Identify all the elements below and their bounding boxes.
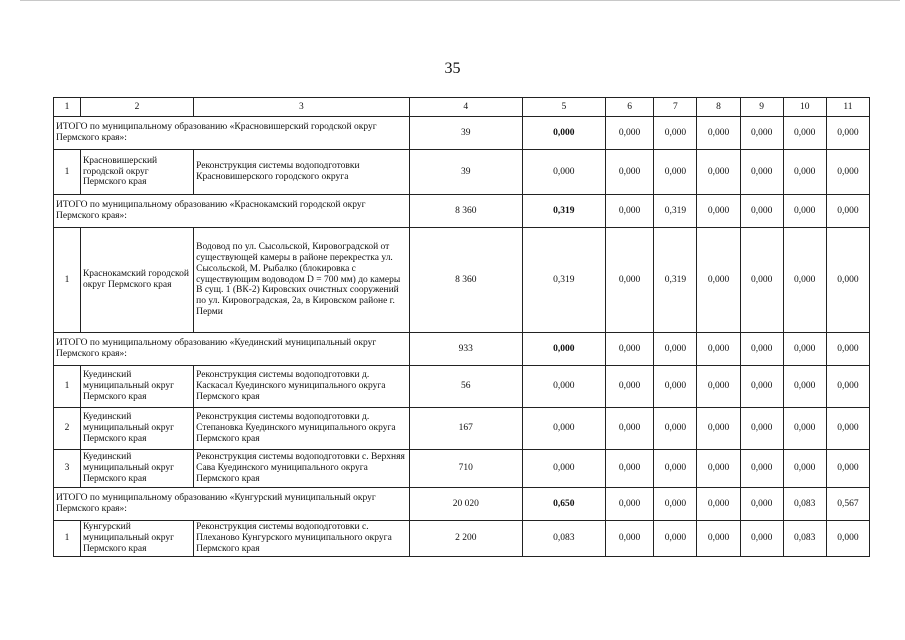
cell-col8: 0,000 (697, 117, 740, 150)
cell-col6: 0,000 (605, 366, 654, 408)
cell-num: 1 (54, 150, 81, 195)
total-label: ИТОГО по муниципальному образованию «Краснокамский городской округ Пермского края»: (54, 195, 410, 228)
cell-col9: 0,000 (740, 150, 783, 195)
column-header: 11 (826, 98, 869, 117)
cell-col5: 0,000 (522, 117, 605, 150)
cell-col8: 0,000 (697, 408, 740, 450)
cell-col11: 0,000 (826, 408, 869, 450)
cell-col10: 0,000 (783, 450, 826, 488)
cell-col7: 0,000 (654, 150, 697, 195)
total-label: ИТОГО по муниципальному образованию «Куединский муниципальный округ Пермского края»: (54, 333, 410, 366)
cell-col10: 0,000 (783, 195, 826, 228)
cell-col6: 0,000 (605, 150, 654, 195)
column-header: 4 (409, 98, 522, 117)
cell-col4: 39 (409, 150, 522, 195)
cell-col8: 0,000 (697, 195, 740, 228)
table-row (54, 521, 870, 557)
column-header: 2 (80, 98, 193, 117)
cell-col8: 0,000 (697, 333, 740, 366)
total-row (54, 488, 870, 521)
column-header: 5 (522, 98, 605, 117)
cell-org: Краснокамский городской округ Пермского края (80, 228, 193, 333)
cell-col11: 0,000 (826, 117, 869, 150)
cell-col5: 0,000 (522, 450, 605, 488)
cell-col4: 8 360 (409, 228, 522, 333)
cell-object: Реконструкция системы водоподготовки Красновишерского городского округа (194, 150, 410, 195)
cell-num: 2 (54, 408, 81, 450)
cell-num: 3 (54, 450, 81, 488)
column-header: 10 (783, 98, 826, 117)
cell-col11: 0,000 (826, 150, 869, 195)
cell-col4: 710 (409, 450, 522, 488)
cell-col9: 0,000 (740, 366, 783, 408)
cell-object: Реконструкция системы водоподготовки д. Степановка Куединского муниципального округа Пермского края (194, 408, 410, 450)
top-rule (20, 0, 900, 3)
total-row (54, 117, 870, 150)
cell-col9: 0,000 (740, 521, 783, 557)
cell-col7: 0,000 (654, 408, 697, 450)
total-label: ИТОГО по муниципальному образованию «Красновишерский городской округ Пермского края»: (54, 117, 410, 150)
column-header: 7 (654, 98, 697, 117)
cell-num: 1 (54, 228, 81, 333)
table-row (54, 408, 870, 450)
cell-col5: 0,650 (522, 488, 605, 521)
cell-col10: 0,000 (783, 150, 826, 195)
cell-col8: 0,000 (697, 366, 740, 408)
cell-col7: 0,000 (654, 488, 697, 521)
cell-col5: 0,000 (522, 150, 605, 195)
column-header: 3 (194, 98, 410, 117)
cell-org: Красновишерский городской округ Пермского края (80, 150, 193, 195)
cell-object: Реконструкция системы водоподготовки с. Плеханово Кунгурского муниципального округа Пермского края (194, 521, 410, 557)
cell-col7: 0,000 (654, 450, 697, 488)
header-row (54, 98, 870, 117)
cell-col8: 0,000 (697, 150, 740, 195)
cell-org: Куединский муниципальный округ Пермского края (80, 408, 193, 450)
cell-col4: 39 (409, 117, 522, 150)
column-header: 8 (697, 98, 740, 117)
cell-num: 1 (54, 521, 81, 557)
cell-col8: 0,000 (697, 488, 740, 521)
cell-col10: 0,000 (783, 408, 826, 450)
cell-col10: 0,000 (783, 366, 826, 408)
data-table (53, 97, 870, 557)
cell-col9: 0,000 (740, 333, 783, 366)
cell-col8: 0,000 (697, 228, 740, 333)
cell-col4: 2 200 (409, 521, 522, 557)
total-row (54, 195, 870, 228)
cell-col9: 0,000 (740, 117, 783, 150)
cell-col7: 0,319 (654, 228, 697, 333)
cell-col5: 0,000 (522, 366, 605, 408)
total-label: ИТОГО по муниципальному образованию «Кунгурский муниципальный округ Пермского края»: (54, 488, 410, 521)
cell-org: Куединский муниципальный округ Пермского края (80, 450, 193, 488)
cell-col11: 0,567 (826, 488, 869, 521)
cell-col7: 0,000 (654, 521, 697, 557)
cell-col6: 0,000 (605, 195, 654, 228)
total-row (54, 333, 870, 366)
cell-col7: 0,000 (654, 366, 697, 408)
cell-org: Куединский муниципальный округ Пермского края (80, 366, 193, 408)
cell-object: Реконструкция системы водоподготовки д. Каскасал Куединского муниципального округа Пермского края (194, 366, 410, 408)
cell-object: Реконструкция системы водоподготовки с. Верхняя Сава Куединского муниципального округа Пермского края (194, 450, 410, 488)
cell-col7: 0,000 (654, 117, 697, 150)
cell-col5: 0,000 (522, 408, 605, 450)
column-header: 9 (740, 98, 783, 117)
cell-col10: 0,000 (783, 228, 826, 333)
cell-col11: 0,000 (826, 450, 869, 488)
cell-col5: 0,000 (522, 333, 605, 366)
page-number: 35 (444, 60, 461, 77)
cell-col5: 0,319 (522, 195, 605, 228)
cell-col6: 0,000 (605, 117, 654, 150)
table-row (54, 228, 870, 333)
column-header: 1 (54, 98, 81, 117)
cell-org: Кунгурский муниципальный округ Пермского края (80, 521, 193, 557)
cell-col11: 0,000 (826, 366, 869, 408)
table-row (54, 450, 870, 488)
cell-col10: 0,000 (783, 117, 826, 150)
cell-col6: 0,000 (605, 488, 654, 521)
cell-col8: 0,000 (697, 521, 740, 557)
cell-col4: 56 (409, 366, 522, 408)
cell-col6: 0,000 (605, 228, 654, 333)
cell-col5: 0,083 (522, 521, 605, 557)
cell-col7: 0,319 (654, 195, 697, 228)
cell-col10: 0,083 (783, 521, 826, 557)
cell-col5: 0,319 (522, 228, 605, 333)
cell-col6: 0,000 (605, 450, 654, 488)
cell-col4: 167 (409, 408, 522, 450)
cell-num: 1 (54, 366, 81, 408)
cell-col11: 0,000 (826, 195, 869, 228)
cell-object: Водовод по ул. Сысольской, Кировоградской от существующей камеры в районе перекрестка ул. Сысольской, М. Рыбалко (блокировка с существующим водоводом D = 700 мм) до камеры В сущ. 1 (ВК-2) Кировских очистных сооружений по ул. Кировоградская, 2а, в Кировском районе г. Перми (194, 228, 410, 333)
cell-col9: 0,000 (740, 195, 783, 228)
cell-col4: 20 020 (409, 488, 522, 521)
cell-col4: 933 (409, 333, 522, 366)
cell-col6: 0,000 (605, 333, 654, 366)
cell-col11: 0,000 (826, 333, 869, 366)
column-header: 6 (605, 98, 654, 117)
cell-col6: 0,000 (605, 408, 654, 450)
cell-col11: 0,000 (826, 521, 869, 557)
cell-col10: 0,000 (783, 333, 826, 366)
cell-col8: 0,000 (697, 450, 740, 488)
cell-col7: 0,000 (654, 333, 697, 366)
cell-col9: 0,000 (740, 450, 783, 488)
cell-col6: 0,000 (605, 521, 654, 557)
cell-col9: 0,000 (740, 488, 783, 521)
table-row (54, 150, 870, 195)
table-row (54, 366, 870, 408)
cell-col10: 0,083 (783, 488, 826, 521)
cell-col9: 0,000 (740, 408, 783, 450)
cell-col4: 8 360 (409, 195, 522, 228)
cell-col9: 0,000 (740, 228, 783, 333)
cell-col11: 0,000 (826, 228, 869, 333)
